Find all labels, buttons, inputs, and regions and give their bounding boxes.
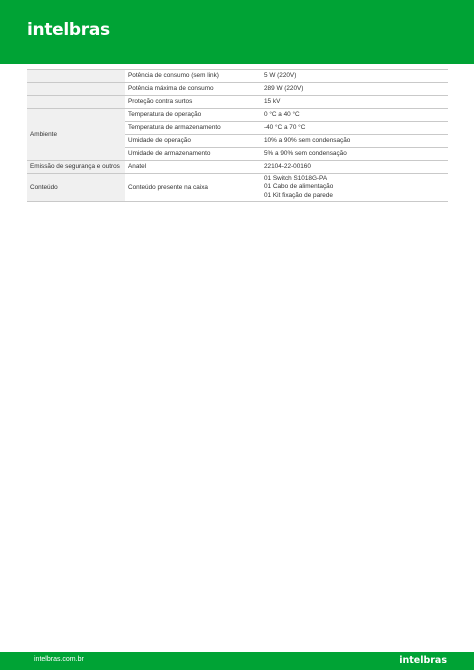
category-cell-ambiente: Ambiente [27,109,125,161]
spec-item-cell: Umidade de armazenamento [125,148,261,161]
category-cell-emissao: Emissão de segurança e outros [27,161,125,174]
table-row [27,174,448,202]
spec-value-cell: 5% a 90% sem condensação [261,148,448,161]
page-header [0,0,474,64]
spec-item-cell: Anatel [125,161,261,174]
spec-value-cell: 0 °C a 40 °C [261,109,448,122]
table-row [27,109,448,122]
spec-item-cell: Temperatura de operação [125,109,261,122]
spec-value-cell: 22104-22-00160 [261,161,448,174]
category-cell [27,96,125,109]
category-cell-conteudo: Conteúdo [27,174,125,202]
category-cell [27,83,125,96]
table-row [27,161,448,174]
spec-value-cell: 10% a 90% sem condensação [261,135,448,148]
brand-logo: intelbras [27,20,110,40]
table-row [27,96,448,109]
spec-item-cell: Proteção contra surtos [125,96,261,109]
box-content-line: 01 Kit fixação de parede [264,191,333,199]
spec-table [27,69,448,202]
spec-item-cell: Potência máxima de consumo [125,83,261,96]
spec-value-cell [261,174,448,202]
spec-value-cell: 289 W (220V) [261,83,448,96]
spec-value-cell: 15 kV [261,96,448,109]
table-row [27,70,448,83]
footer-brand-logo: intelbras [399,655,447,666]
spec-item-cell: Temperatura de armazenamento [125,122,261,135]
spec-item-cell: Conteúdo presente na caixa [125,174,261,202]
category-cell [27,70,125,83]
spec-value-cell: -40 °C a 70 °C [261,122,448,135]
box-content-line: 01 Cabo de alimentação [264,183,334,191]
footer-website-link[interactable]: intelbras.com.br [34,656,84,663]
table-row [27,83,448,96]
box-content-line: 01 Switch S1018G-PA [264,174,328,182]
spec-value-cell: 5 W (220V) [261,70,448,83]
spec-item-cell: Potência de consumo (sem link) [125,70,261,83]
page-footer [0,652,474,670]
spec-item-cell: Umidade de operação [125,135,261,148]
